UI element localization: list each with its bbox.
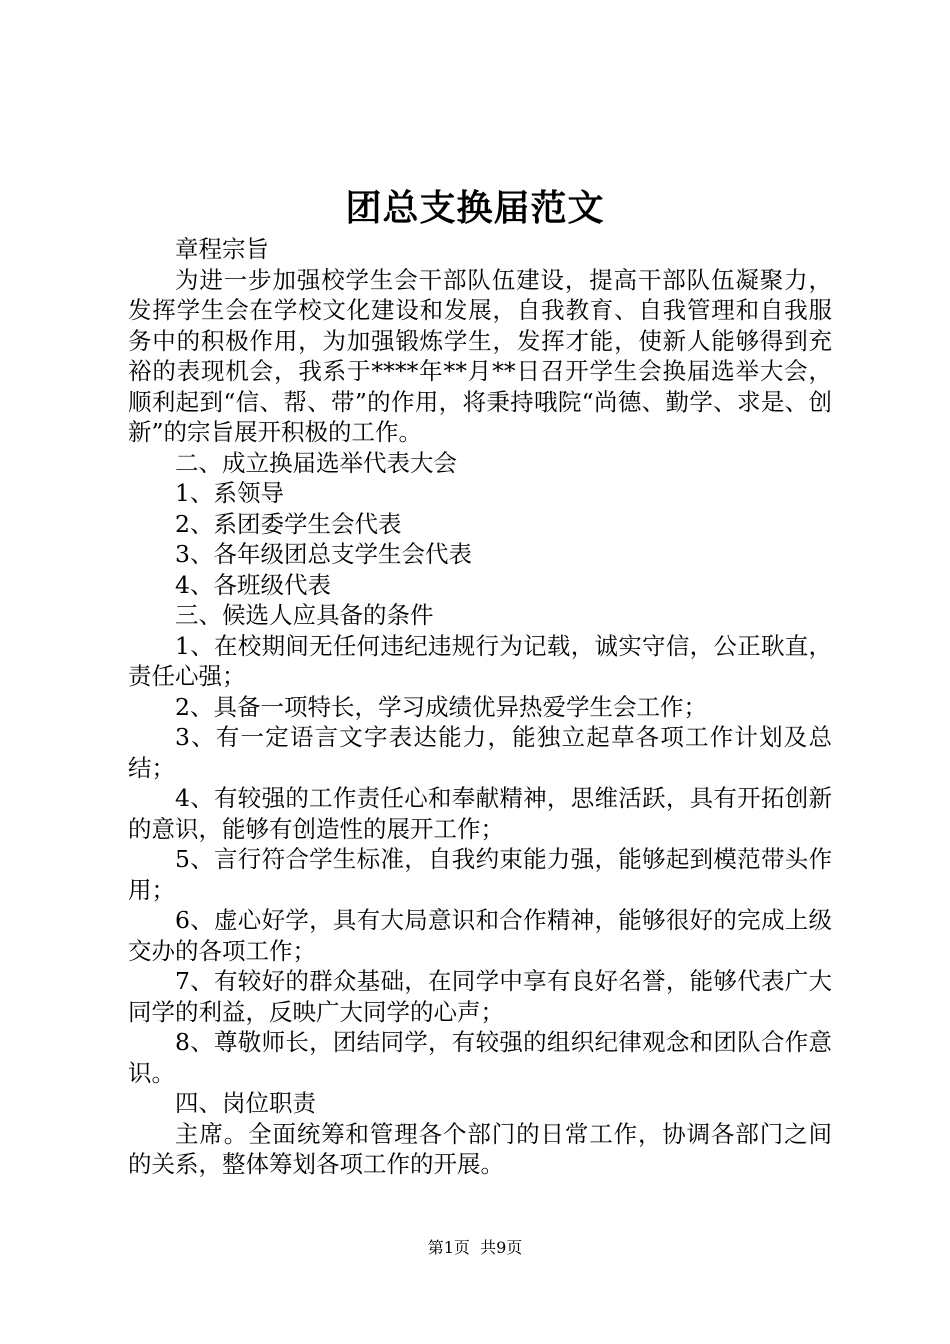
list-item: 2、具备一项特长，学习成绩优异热爱学生会工作；	[175, 692, 707, 721]
page-total: 共9页	[480, 1238, 523, 1257]
section-heading-conditions: 三、候选人应具备的条件	[175, 601, 434, 629]
list-item: 7、有较好的群众基础，在同学中享有良好名誉，能够代表广大同学的利益，反映广大同学的心声；	[128, 967, 832, 1026]
list-item: 3、各年级团总支学生会代表	[175, 540, 472, 568]
footer-spacer	[470, 1238, 480, 1257]
document-body	[128, 234, 832, 1180]
list-item: 1、在校期间无任何违纪违规行为记载，诚实守信，公正耿直，责任心强；	[128, 631, 832, 690]
document-title: 团总支换届范文	[345, 187, 605, 229]
paragraph-purpose-heading: 章程宗旨	[175, 235, 269, 263]
page-footer	[0, 1236, 950, 1260]
list-item: 4、各班级代表	[175, 570, 331, 599]
list-item: 3、有一定语言文字表达能力，能独立起草各项工作计划及总结；	[128, 723, 832, 782]
list-item: 1、系领导	[175, 479, 284, 507]
list-item: 8、尊敬师长，团结同学，有较强的组织纪律观念和团队合作意识。	[128, 1028, 832, 1087]
paragraph-purpose-text: 为进一步加强校学生会干部队伍建设，提高干部队伍凝聚力，发挥学生会在学校文化建设和发展，自我教育、自我管理和自我服务中的积极作用，为加强锻炼学生，发挥才能，使新人能够得到充裕的表现机会，我系于****年**月**日召开学生会换届选举大会，顺利起到“信、帮、带”的作用，将秉持哦院“尚德、勤学、求是、创新”的宗旨展开积极的工作。	[128, 265, 832, 446]
list-item: 2、系团委学生会代表	[175, 509, 402, 538]
list-item: 4、有较强的工作责任心和奉献精神，思维活跃，具有开拓创新的意识，能够有创造性的展开工作；	[128, 784, 832, 843]
list-item: 6、虚心好学，具有大局意识和合作精神，能够很好的完成上级交办的各项工作；	[128, 906, 832, 965]
section-heading-assembly: 二、成立换届选举代表大会	[175, 448, 457, 477]
page-number: 第1页	[427, 1238, 470, 1257]
paragraph-chairman-duty: 主席。全面统筹和管理各个部门的日常工作，协调各部门之间的关系，整体筹划各项工作的开展。	[128, 1119, 832, 1178]
list-item: 5、言行符合学生标准，自我约束能力强，能够起到模范带头作用；	[128, 845, 832, 904]
section-heading-duties: 四、岗位职责	[175, 1089, 316, 1117]
